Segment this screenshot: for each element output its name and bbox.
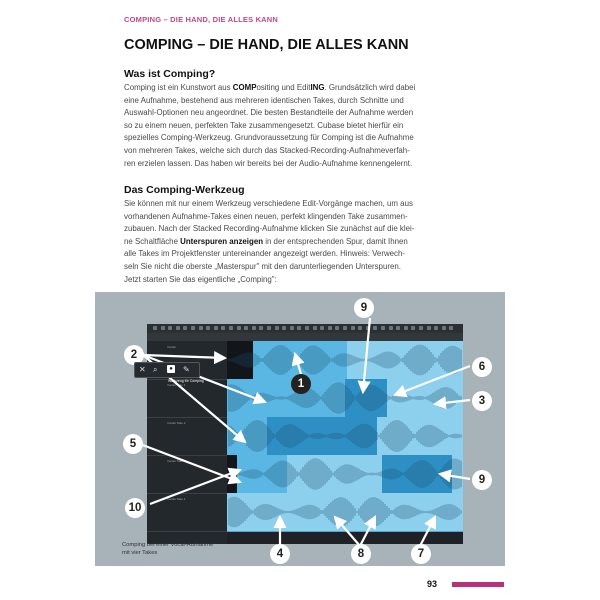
section-heading-comping: Was ist Comping? bbox=[124, 68, 216, 80]
callout-7: 7 bbox=[411, 544, 431, 564]
comping-screenshot-figure bbox=[95, 292, 505, 566]
track-row[interactable]: Vocals Take 3 bbox=[147, 455, 227, 494]
page-title: COMPING – DIE HAND, DIE ALLES KANN bbox=[124, 37, 409, 53]
callout-5: 5 bbox=[123, 434, 143, 454]
callout-4: 4 bbox=[270, 544, 290, 564]
running-head: COMPING – DIE HAND, DIE ALLES KANN bbox=[124, 15, 279, 24]
section-heading-tool: Das Comping-Werkzeug bbox=[124, 184, 245, 196]
track-row[interactable]: Vocals Take 2 bbox=[147, 417, 227, 456]
close-icon[interactable]: ✕ bbox=[139, 365, 146, 374]
callout-9-right: 9 bbox=[472, 470, 492, 490]
track-row[interactable]: Vocals Take 1 bbox=[147, 379, 227, 418]
callout-8: 8 bbox=[351, 544, 371, 564]
callout-9-top: 9 bbox=[354, 298, 374, 318]
track-row[interactable]: Vocals bbox=[147, 341, 227, 380]
track-row[interactable]: Vocals Take 4 bbox=[147, 493, 227, 532]
comp-tool-icon[interactable]: ● bbox=[167, 365, 175, 373]
callout-1: 1 bbox=[291, 374, 311, 394]
callout-6: 6 bbox=[472, 357, 492, 377]
figure-caption: Comping bei einer Vocal-Aufnahme mit vier Takes bbox=[122, 542, 214, 556]
magnifier-icon[interactable]: ⌕ bbox=[153, 365, 158, 374]
tooltip-text: Werkzeug für Comping bbox=[168, 379, 204, 383]
page-number: 93 bbox=[427, 579, 438, 589]
footer-accent-bar bbox=[452, 582, 504, 587]
paragraph-what-is-comping: Comping ist ein Kunstwort aus COMPositing und EditING. Grundsätzlich wird dabei eine Aufnahme, bestehend aus mehreren identischen Takes, durch Schnitte und Auswahl-Optionen neu angeordnet. Die besten Bestandteile der Aufnahme werden so zu einem neuen, perfekten Take zusammengesetzt. Cubase bietet hierfür ein spezielles Comping-Werkzeug. Grundvoraussetzung für Comping ist die Aufnahme von mehreren Takes, welche sich durch das Stacked-Recording-Aufnahmeverfah- ren erzielen lassen. Das haben wir bereits bei der Audio-Aufnahme kennengelernt. bbox=[124, 83, 416, 168]
callout-2: 2 bbox=[124, 345, 144, 365]
callout-3: 3 bbox=[472, 391, 492, 411]
callout-10: 10 bbox=[125, 498, 145, 518]
comping-tool-popup bbox=[134, 362, 200, 378]
paragraph-comping-tool: Sie können mit nur einem Werkzeug verschiedene Edit-Vorgänge machen, um aus vorhandenen Aufnahme-Takes einen neuen, perfekt klingenden Take zusammen- zubauen. Nach der Stacked Recording-Aufnahme klicken Sie zunächst auf die klei- ne Schaltfläche Unterspuren anzeigen in der entsprechenden Spur, damit Ihnen alle Takes im Projektfenster untereinander angezeigt werden. Hinweis: Verwech- seln Sie nicht die oberste „Masterspur" mit den darunterliegenden Unterspuren. Jetzt starten Sie das eigentliche „Comping": bbox=[124, 199, 415, 284]
callout-arrows bbox=[95, 292, 505, 566]
pencil-icon[interactable]: ✎ bbox=[183, 365, 190, 374]
